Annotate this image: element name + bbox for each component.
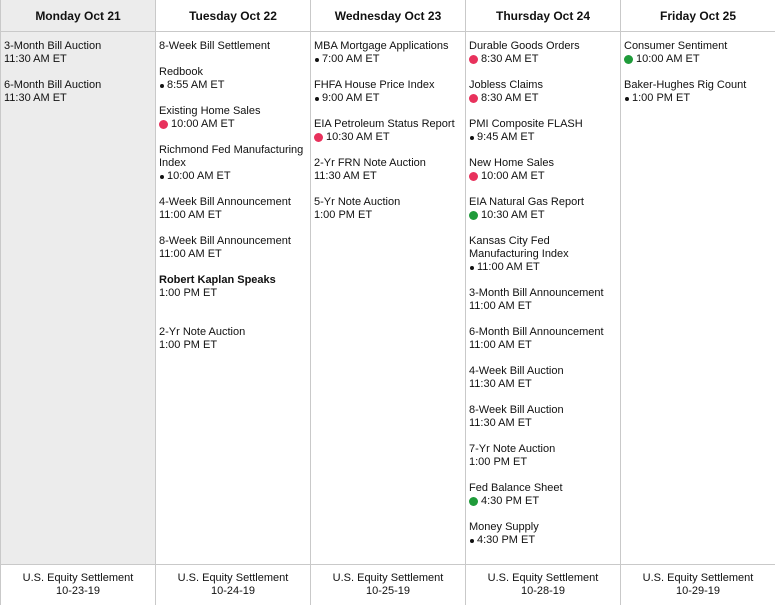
- event-item[interactable]: [469, 326, 616, 352]
- event-title[interactable]: Money Supply: [469, 521, 539, 533]
- event-title[interactable]: Kansas City Fed Manufacturing Index: [469, 235, 569, 260]
- event-time: [469, 261, 616, 274]
- green-dot-icon: [624, 55, 633, 64]
- event-time-text: 11:30 AM ET: [314, 170, 377, 182]
- event-title[interactable]: 3-Month Bill Announcement: [469, 287, 604, 299]
- event-item[interactable]: [469, 482, 616, 508]
- event-time-text: 10:00 AM ET: [481, 170, 545, 182]
- event-item[interactable]: [469, 79, 616, 105]
- event-title[interactable]: 2-Yr Note Auction: [159, 326, 246, 338]
- event-item[interactable]: [314, 118, 461, 144]
- day-events-list: [621, 32, 775, 564]
- settlement-label: U.S. Equity Settlement: [22, 572, 134, 584]
- event-item[interactable]: [314, 157, 461, 183]
- red-dot-icon: [159, 120, 168, 129]
- day-header-tuesday: Tuesday Oct 22: [156, 0, 310, 32]
- event-time-text: 11:00 AM ET: [159, 209, 222, 221]
- settlement-footer: [621, 564, 775, 605]
- event-title[interactable]: 2-Yr FRN Note Auction: [314, 157, 426, 169]
- event-title[interactable]: Durable Goods Orders: [469, 40, 580, 52]
- red-dot-icon: [469, 172, 478, 181]
- event-item[interactable]: [314, 79, 461, 105]
- event-time: [469, 170, 616, 183]
- black-dot-icon: [470, 539, 474, 543]
- event-title[interactable]: Baker-Hughes Rig Count: [624, 79, 747, 91]
- event-time: [469, 456, 616, 469]
- event-title[interactable]: Redbook: [159, 66, 204, 78]
- event-item[interactable]: [624, 40, 771, 66]
- black-dot-icon: [160, 175, 164, 179]
- event-title[interactable]: Existing Home Sales: [159, 105, 261, 117]
- event-time-text: 11:00 AM ET: [469, 300, 532, 312]
- red-dot-icon: [314, 133, 323, 142]
- event-item[interactable]: [159, 274, 306, 300]
- event-time: [159, 170, 306, 183]
- settlement-date: 10-25-19: [365, 585, 411, 597]
- event-item[interactable]: [314, 196, 461, 222]
- event-item[interactable]: [469, 404, 616, 430]
- event-item[interactable]: [469, 196, 616, 222]
- event-time-text: 11:30 AM ET: [4, 53, 67, 65]
- event-time-text: 9:00 AM ET: [322, 92, 380, 104]
- day-events-list: [156, 32, 310, 564]
- event-time: [4, 53, 151, 66]
- event-time: [159, 248, 306, 261]
- event-time: [469, 495, 616, 508]
- event-time-text: 8:55 AM ET: [167, 79, 225, 91]
- event-item[interactable]: [469, 521, 616, 547]
- event-time-text: 9:45 AM ET: [477, 131, 535, 143]
- event-time: [159, 118, 306, 131]
- day-events-list: [311, 32, 465, 564]
- event-item[interactable]: [314, 40, 461, 66]
- event-time-text: 1:00 PM ET: [159, 287, 218, 299]
- event-title[interactable]: 4-Week Bill Announcement: [159, 196, 291, 208]
- day-header-friday: Friday Oct 25: [621, 0, 775, 32]
- event-time-text: 7:00 AM ET: [322, 53, 380, 65]
- day-header-monday: Monday Oct 21: [1, 0, 155, 32]
- event-time-text: 1:00 PM ET: [314, 209, 373, 221]
- event-title[interactable]: 4-Week Bill Auction: [469, 365, 564, 377]
- settlement-footer: [1, 564, 155, 605]
- event-item[interactable]: [4, 79, 151, 105]
- event-time: [314, 209, 461, 222]
- settlement-date: 10-28-19: [520, 585, 566, 597]
- green-dot-icon: [469, 211, 478, 220]
- event-time-text: 8:30 AM ET: [481, 53, 539, 65]
- settlement-label: U.S. Equity Settlement: [642, 572, 754, 584]
- event-time: [314, 92, 461, 105]
- event-time: [469, 534, 616, 547]
- settlement-label: U.S. Equity Settlement: [487, 572, 599, 584]
- event-title[interactable]: 8-Week Bill Settlement: [159, 40, 271, 52]
- event-time-text: 10:30 AM ET: [481, 209, 545, 221]
- event-item[interactable]: [469, 40, 616, 66]
- black-dot-icon: [315, 58, 319, 62]
- day-events-list: [466, 32, 620, 564]
- event-title[interactable]: Jobless Claims: [469, 79, 543, 91]
- event-item[interactable]: [159, 66, 306, 92]
- settlement-date: 10-24-19: [210, 585, 256, 597]
- event-time-text: 4:30 PM ET: [477, 534, 536, 546]
- event-title[interactable]: 5-Yr Note Auction: [314, 196, 401, 208]
- event-title[interactable]: EIA Petroleum Status Report: [314, 118, 455, 130]
- event-time: [314, 170, 461, 183]
- event-time: [159, 287, 306, 300]
- event-item[interactable]: [4, 40, 151, 66]
- red-dot-icon: [469, 55, 478, 64]
- event-title[interactable]: Fed Balance Sheet: [469, 482, 563, 494]
- event-time: [159, 209, 306, 222]
- event-time: [469, 417, 616, 430]
- event-title[interactable]: FHFA House Price Index: [314, 79, 435, 91]
- event-time-text: 11:00 AM ET: [469, 339, 532, 351]
- event-time-text: 11:30 AM ET: [469, 378, 532, 390]
- event-time: [469, 378, 616, 391]
- event-item[interactable]: [469, 157, 616, 183]
- event-time: [469, 209, 616, 222]
- settlement-footer: [466, 564, 620, 605]
- settlement-footer: [156, 564, 310, 605]
- event-time-text: 11:00 AM ET: [477, 261, 540, 273]
- green-dot-icon: [469, 497, 478, 506]
- event-title[interactable]: 6-Month Bill Announcement: [469, 326, 604, 338]
- event-title[interactable]: 6-Month Bill Auction: [4, 79, 102, 91]
- event-time: [624, 92, 771, 105]
- event-time-text: 10:00 AM ET: [167, 170, 231, 182]
- event-item[interactable]: [159, 326, 306, 352]
- event-time: [314, 131, 461, 144]
- event-time-text: 1:00 PM ET: [159, 339, 218, 351]
- event-time-text: 1:00 PM ET: [632, 92, 691, 104]
- event-time: [469, 131, 616, 144]
- event-time: [469, 53, 616, 66]
- event-time-text: 4:30 PM ET: [481, 495, 540, 507]
- day-column-wednesday: [311, 0, 466, 605]
- event-title[interactable]: MBA Mortgage Applications: [314, 40, 449, 52]
- event-time: [624, 53, 771, 66]
- event-item[interactable]: [469, 235, 616, 274]
- black-dot-icon: [470, 136, 474, 140]
- event-item[interactable]: [469, 287, 616, 313]
- event-time: [469, 300, 616, 313]
- day-column-monday: [1, 0, 156, 605]
- event-time-text: 11:00 AM ET: [159, 248, 222, 260]
- event-title[interactable]: 8-Week Bill Announcement: [159, 235, 291, 247]
- event-time: [159, 79, 306, 92]
- red-dot-icon: [469, 94, 478, 103]
- black-dot-icon: [315, 97, 319, 101]
- event-item[interactable]: [159, 144, 306, 183]
- event-title[interactable]: 8-Week Bill Auction: [469, 404, 564, 416]
- event-title[interactable]: Robert Kaplan Speaks: [159, 274, 276, 286]
- event-time-text: 11:30 AM ET: [469, 417, 532, 429]
- event-title[interactable]: EIA Natural Gas Report: [469, 196, 584, 208]
- event-time-text: 1:00 PM ET: [469, 456, 528, 468]
- day-header-thursday: Thursday Oct 24: [466, 0, 620, 32]
- day-header-wednesday: Wednesday Oct 23: [311, 0, 465, 32]
- event-title[interactable]: Consumer Sentiment: [624, 40, 728, 52]
- event-time-text: 10:30 AM ET: [326, 131, 390, 143]
- event-time-text: 10:00 AM ET: [171, 118, 235, 130]
- event-item[interactable]: [159, 40, 306, 53]
- settlement-date: 10-29-19: [675, 585, 721, 597]
- event-time: [469, 339, 616, 352]
- event-item[interactable]: [469, 365, 616, 391]
- event-item[interactable]: [159, 105, 306, 131]
- black-dot-icon: [470, 266, 474, 270]
- event-title[interactable]: 3-Month Bill Auction: [4, 40, 102, 52]
- event-title[interactable]: PMI Composite FLASH: [469, 118, 583, 130]
- day-column-thursday: [466, 0, 621, 605]
- event-item[interactable]: [159, 196, 306, 222]
- day-column-tuesday: [156, 0, 311, 605]
- event-time: [469, 92, 616, 105]
- event-item[interactable]: [624, 79, 771, 105]
- event-time-text: 10:00 AM ET: [636, 53, 700, 65]
- event-time: [159, 339, 306, 352]
- event-time-text: 11:30 AM ET: [4, 92, 67, 104]
- black-dot-icon: [160, 84, 164, 88]
- event-title[interactable]: Richmond Fed Manufacturing Index: [159, 144, 304, 169]
- settlement-label: U.S. Equity Settlement: [332, 572, 444, 584]
- settlement-label: U.S. Equity Settlement: [177, 572, 289, 584]
- day-column-friday: [621, 0, 775, 605]
- event-item[interactable]: [469, 443, 616, 469]
- event-item[interactable]: [469, 118, 616, 144]
- settlement-date: 10-23-19: [55, 585, 101, 597]
- event-title[interactable]: New Home Sales: [469, 157, 554, 169]
- day-events-list: [1, 32, 155, 564]
- event-time: [314, 53, 461, 66]
- event-time-text: 8:30 AM ET: [481, 92, 539, 104]
- event-title[interactable]: 7-Yr Note Auction: [469, 443, 556, 455]
- event-time: [4, 92, 151, 105]
- event-item[interactable]: [159, 235, 306, 261]
- settlement-footer: [311, 564, 465, 605]
- black-dot-icon: [625, 97, 629, 101]
